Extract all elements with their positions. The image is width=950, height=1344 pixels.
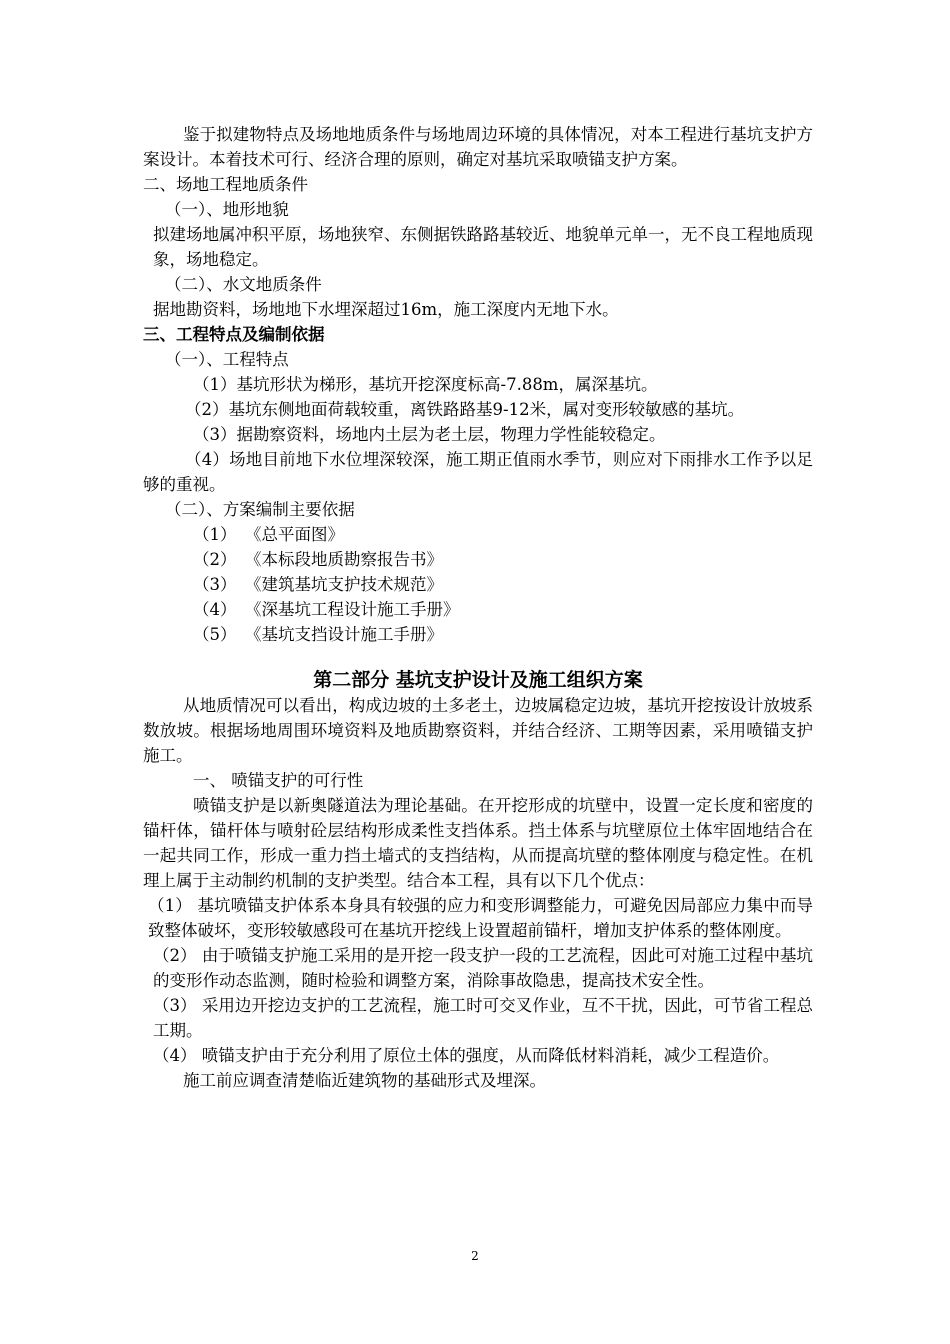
part-2-subsection-title: 一、 喷锚支护的可行性 bbox=[193, 771, 364, 790]
advantage-item: （2） 由于喷锚支护施工采用的是开挖一段支护一段的工艺流程，因此可对施工过程中基坑的变形作动态监测，随时检验和调整方案，消除事故隐患，提高技术安全性。 bbox=[153, 946, 813, 990]
page-content bbox=[143, 122, 813, 1093]
section-3-title: 三、工程特点及编制依据 bbox=[143, 325, 325, 344]
feature-item: （1）基坑形状为梯形，基坑开挖深度标高-7.88m，属深基坑。 bbox=[193, 375, 658, 394]
section-2-sub1-body: 拟建场地属冲积平原，场地狭窄、东侧据铁路路基较近、地貌单元单一，无不良工程地质现象，场地稳定。 bbox=[153, 225, 813, 269]
section-2-title: 二、场地工程地质条件 bbox=[143, 175, 308, 194]
intro-paragraph: 鉴于拟建物特点及场地地质条件与场地周边环境的具体情况，对本工程进行基坑支护方案设计。本着技术可行、经济合理的原则，确定对基坑采取喷锚支护方案。 bbox=[143, 125, 813, 169]
feature-item: （4）场地目前地下水位埋深较深，施工期正值雨水季节，则应对下雨排水工作予以足够的重视。 bbox=[143, 450, 813, 494]
part-2-heading: 第二部分 基坑支护设计及施工组织方案 bbox=[313, 669, 643, 691]
feature-item: （2）基坑东侧地面荷载较重，离铁路路基9-12米，属对变形较敏感的基坑。 bbox=[185, 400, 745, 419]
reference-item: （3） 《建筑基坑支护技术规范》 bbox=[193, 575, 443, 594]
page-number: 2 bbox=[471, 1249, 479, 1263]
reference-item: （2） 《本标段地质勘察报告书》 bbox=[193, 550, 443, 569]
section-2-sub2-title: （二）、水文地质条件 bbox=[165, 275, 322, 294]
advantage-item: （3） 采用边开挖边支护的工艺流程，施工时可交叉作业，互不干扰，因此，可节省工程总工期。 bbox=[153, 996, 813, 1040]
reference-item: （1） 《总平面图》 bbox=[193, 525, 344, 544]
advantage-item: （1） 基坑喷锚支护体系本身具有较强的应力和变形调整能力，可避免因局部应力集中而导致整体破坏，变形较敏感段可在基坑开挖线上设置超前锚杆，增加支护体系的整体刚度。 bbox=[148, 896, 813, 940]
part-2-paragraph: 喷锚支护是以新奥隧道法为理论基础。在开挖形成的坑壁中，设置一定长度和密度的锚杆体，锚杆体与喷射砼层结构形成柔性支挡体系。挡土体系与坑壁原位土体牢固地结合在一起共同工作，形成一重力挡土墙式的支挡结构，从而提高坑壁的整体刚度与稳定性。在机理上属于主动制约机制的支护类型。结合本工程，具有以下几个优点： bbox=[143, 796, 813, 890]
section-2-sub1-title: （一）、地形地貌 bbox=[165, 200, 289, 219]
advantage-item: （4） 喷锚支护由于充分利用了原位土体的强度，从而降低材料消耗，减少工程造价。 bbox=[153, 1046, 780, 1065]
section-3-sub2-title: （二）、方案编制主要依据 bbox=[165, 500, 355, 519]
feature-item: （3）据勘察资料，场地内土层为老土层，物理力学性能较稳定。 bbox=[193, 425, 666, 444]
part-2-paragraph: 从地质情况可以看出，构成边坡的土多老土，边坡属稳定边坡，基坑开挖按设计放坡系数放坡。根据场地周围环境资料及地质勘察资料，并结合经济、工期等因素，采用喷锚支护施工。 bbox=[143, 696, 813, 765]
section-2-sub2-body: 据地勘资料，场地地下水埋深超过16m，施工深度内无地下水。 bbox=[153, 300, 619, 319]
part-2-paragraph: 施工前应调查清楚临近建筑物的基础形式及埋深。 bbox=[183, 1071, 546, 1090]
reference-item: （4） 《深基坑工程设计施工手册》 bbox=[193, 600, 460, 619]
section-3-sub1-title: （一）、工程特点 bbox=[165, 350, 289, 369]
reference-item: （5） 《基坑支挡设计施工手册》 bbox=[193, 625, 443, 644]
